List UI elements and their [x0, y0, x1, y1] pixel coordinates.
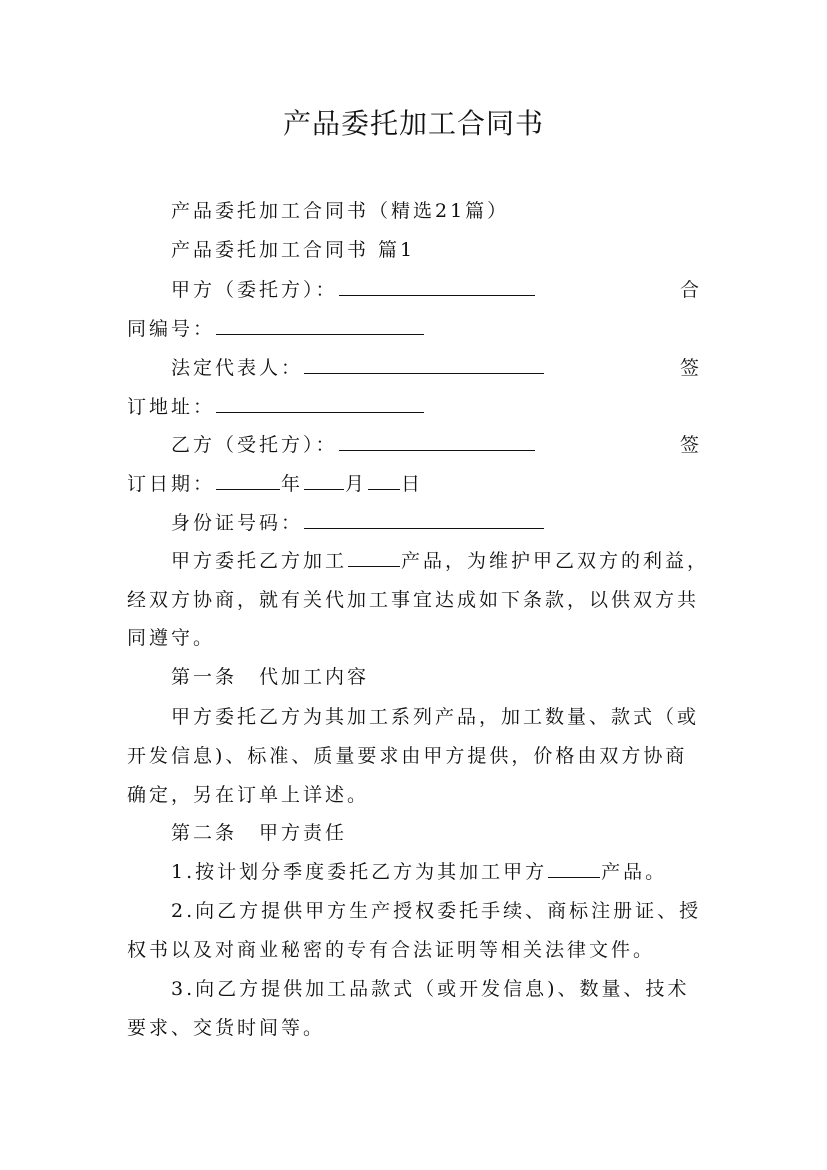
contract-no-label: 同编号：: [127, 318, 216, 340]
party-b-row: [171, 432, 536, 458]
contract-no-blank[interactable]: [216, 316, 424, 335]
legal-rep-label: 法定代表人：: [171, 357, 304, 379]
year-blank[interactable]: [216, 471, 280, 490]
intro-line-2: 经双方协商，就有关代加工事宜达成如下条款，以供双方共: [127, 589, 700, 611]
article-1-heading: 第一条 代加工内容: [171, 666, 370, 688]
section-heading: 产品委托加工合同书 篇1: [171, 239, 416, 261]
party-b-blank[interactable]: [339, 432, 535, 451]
sign-place-row: [127, 394, 425, 420]
id-row: [171, 510, 545, 536]
day-label: 日: [401, 473, 424, 495]
article-2-item-2-line-1: 2.向乙方提供甲方生产授权委托手续、商标注册证、授: [171, 900, 702, 922]
article-1-line-2: 开发信息)、标准、质量要求由甲方提供，价格由双方协商: [127, 745, 688, 767]
document-subtitle: 产品委托加工合同书（精选21篇）: [171, 200, 510, 222]
article-2-item-3-line-2: 要求、交货时间等。: [127, 1017, 326, 1039]
sign-place-label-start: 签: [680, 357, 700, 379]
intro-line-3: 同遵守。: [127, 627, 216, 649]
party-a-row: [171, 277, 536, 303]
intro-line-1-post: 产品，为维护甲乙双方的利益，: [401, 550, 710, 572]
contract-no-row: [127, 316, 425, 342]
product-blank[interactable]: [348, 548, 400, 567]
article-2-item-2-line-2: 权书以及对商业秘密的专有合法证明等相关法律文件。: [127, 939, 656, 961]
party-a-blank[interactable]: [339, 277, 535, 296]
day-blank[interactable]: [368, 471, 400, 490]
party-b-label: 乙方（受托方）：: [171, 434, 338, 456]
contract-no-label-start: 合: [680, 279, 700, 301]
party-a-label: 甲方（委托方）：: [171, 279, 338, 301]
legal-rep-row: [171, 355, 545, 381]
article-2-heading: 第二条 甲方责任: [171, 822, 348, 844]
sign-date-label-start: 签: [680, 434, 700, 456]
id-blank[interactable]: [304, 510, 544, 529]
sign-place-label: 订地址：: [127, 396, 216, 418]
sign-place-blank[interactable]: [216, 394, 424, 413]
article-2-item-1: [171, 859, 667, 885]
month-blank[interactable]: [304, 471, 344, 490]
year-label: 年: [281, 473, 304, 495]
intro-line-1-pre: 甲方委托乙方加工: [171, 550, 348, 572]
id-label: 身份证号码：: [171, 512, 304, 534]
article-1-line-1: 甲方委托乙方为其加工系列产品，加工数量、款式（或: [171, 706, 700, 728]
article-2-product-blank[interactable]: [548, 859, 600, 878]
article-2-item-1-post: 产品。: [601, 861, 668, 883]
article-2-item-3-line-1: 3.向乙方提供加工品款式（或开发信息)、数量、技术: [171, 978, 690, 1000]
month-label: 月: [345, 473, 368, 495]
intro-line-1: [171, 548, 709, 574]
document-title: 产品委托加工合同书: [282, 107, 544, 140]
article-1-line-3: 确定，另在订单上详述。: [127, 784, 370, 806]
sign-date-row: [127, 471, 423, 497]
article-2-item-1-pre: 1.按计划分季度委托乙方为其加工甲方: [171, 861, 548, 883]
legal-rep-blank[interactable]: [304, 355, 544, 374]
sign-date-label: 订日期：: [127, 473, 216, 495]
